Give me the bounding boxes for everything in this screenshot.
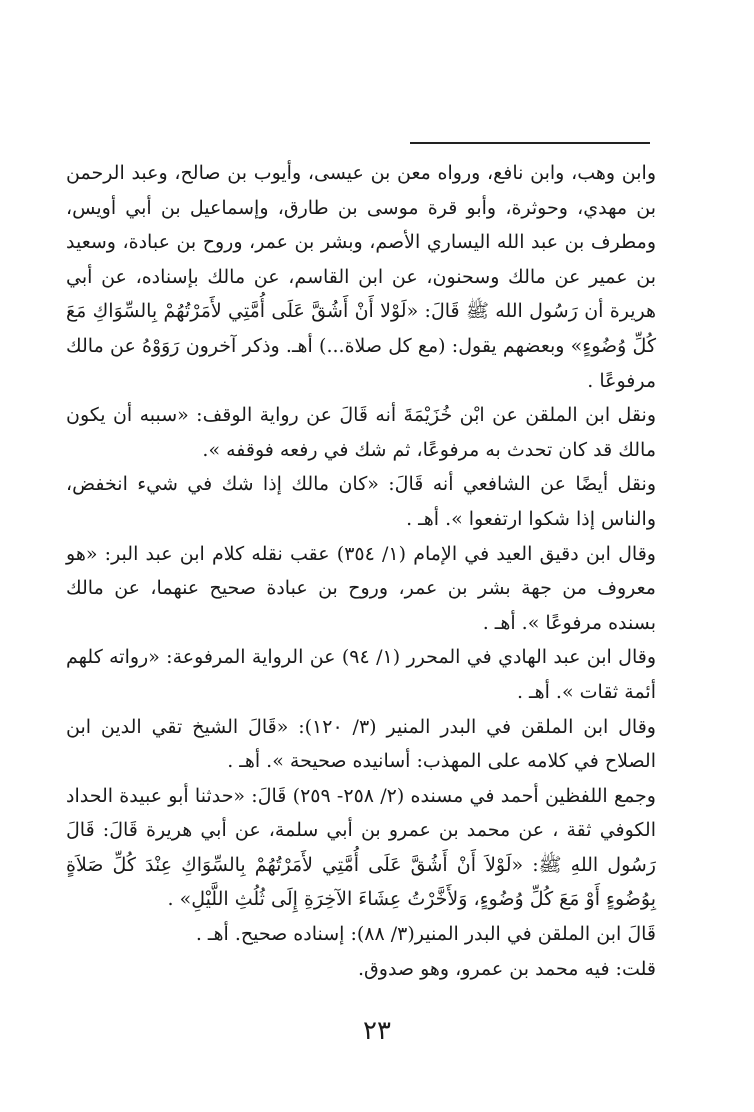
paragraph-ibn-abd-al-hadi: وقال ابن عبد الهادي في المحرر (١/ ٩٤) عن الرواية المرفوعة: «رواته كلهم أئمة ثقات ». أهـ . xyxy=(66,646,657,703)
paragraph-narrators: وابن وهب، وابن نافع، ورواه معن بن عيسى، وأيوب بن صالح، وعبد الرحمن بن مهدي، وحوثرة، وأبو قرة موسى بن طارق، وإسماعيل بن أبي أويس، ومطرف بن عبد الله اليساري الأصم، وبشر بن عمر، وروح بن عبادة، وسعيد بن عمير عن مالك وسحنون، عن ابن القاسم، عن مالك بإسناده، عن أبي هريرة أن رَسُول الله ﷺ قَالَ: «لَوْلا أَنْ أَشُقَّ عَلَى أُمَّتِي لأَمَرْتُهُمْ بِالسِّوَاكِ مَعَ كُلِّ وُضُوءٍ» وبعضهم يقول: (مع كل صلاة...) أهـ. وذكر آخرون رَوَوْهُ عن مالك مرفوعًا . xyxy=(66,162,656,392)
paragraph-ibn-daqiq: وقال ابن دقيق العيد في الإمام (١/ ٣٥٤) عقب نقله كلام ابن عبد البر: «هو معروف من جهة بشر بن عمر، وروح بن عبادة صحيح عنهما، عن مالك بسنده مرفوعًا ». أهـ . xyxy=(66,542,656,634)
paragraph-ibn-al-salah: وقال ابن الملقن في البدر المنير (٣/ ١٢٠): «قَالَ الشيخ تقي الدين ابن الصلاح في كلامه على المهذب: أسانيده صحيحة ». أهـ . xyxy=(66,715,656,773)
body-text xyxy=(66,156,656,986)
section-divider-rule xyxy=(410,142,650,144)
paragraph-conclusion: قلت: فيه محمد بن عمرو، وهو صدوق. xyxy=(357,957,656,980)
paragraph-ahmad-musnad: وجمع اللفظين أحمد في مسنده (٢/ ٢٥٨- ٢٥٩) قَالَ: «حدثنا أبو عبيدة الحداد الكوفي ثقة ، عن محمد بن عمرو بن أبي سلمة، عن أبي هريرة قَالَ: قَالَ رَسُول اللهِ ﷺ: «لَوْلاَ أَنْ أَشُقَّ عَلَى أُمَّتِي لأَمَرْتُهُمْ بِالسِّوَاكِ عِنْدَ كُلِّ صَلاَةٍ بِوُضُوءٍ أَوْ مَعَ كُلِّ وُضُوءٍ، وَلأَخَّرْتُ عِشَاءَ الآخِرَةِ إِلَى ثُلُثِ اللَّيْلِ» . xyxy=(66,784,656,911)
paragraph-shafii: ونقل أيضًا عن الشافعي أنه قَالَ: «كان مالك إذا شك في شيء انخفض، والناس إذا شكوا ارتفعوا ». أهـ . xyxy=(66,473,656,530)
paragraph-ibn-khuzaymah: ونقل ابن الملقن عن ابْن خُزَيْمَةَ أنه قَالَ عن رواية الوقف: «سببه أن يكون مالك قد كان تحدث به مرفوعًا، ثم شك في رفعه فوقفه ». xyxy=(66,404,656,461)
page-number: ٢٣ xyxy=(363,1016,391,1046)
paragraph-isnad-sahih: قَالَ ابن الملقن في البدر المنير(٣/ ٨٨): إسناده صحيح. أهـ . xyxy=(195,923,656,946)
